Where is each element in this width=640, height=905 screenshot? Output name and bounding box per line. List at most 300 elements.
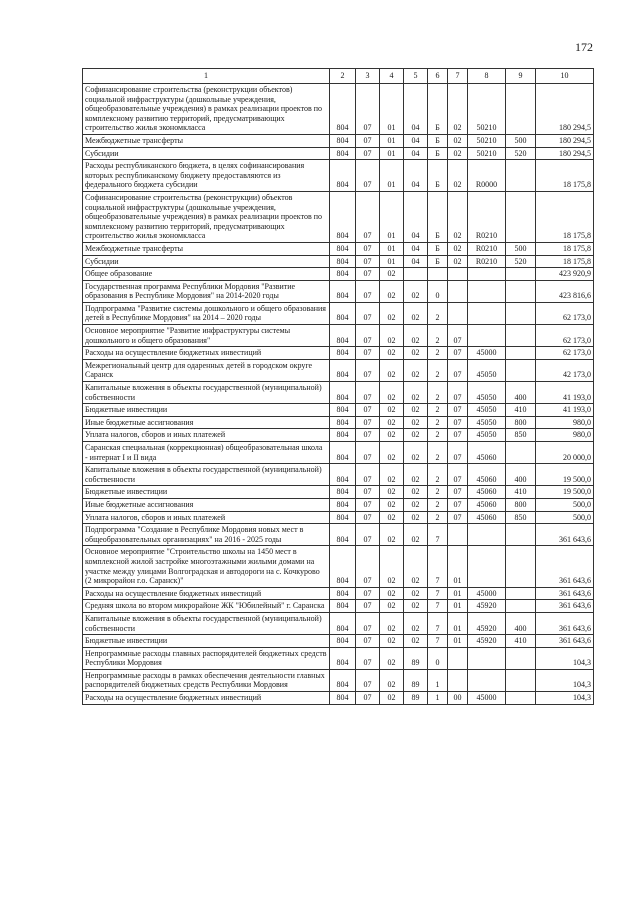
section-cell: 07 [356,692,380,705]
amount-cell: 180 294,5 [536,134,594,147]
direction-cell: 45050 [468,359,506,381]
subprogram-cell: 2 [428,442,448,464]
event-cell: 01 [448,546,468,587]
subprogram-cell: 2 [428,486,448,499]
subprogram-cell: Б [428,84,448,135]
event-cell: 07 [448,486,468,499]
table-row [83,600,594,613]
table-row [83,359,594,381]
section-cell: 07 [356,404,380,417]
column-header: 5 [404,69,428,84]
event-cell: 02 [448,255,468,268]
program-cell: 04 [404,255,428,268]
table-row [83,647,594,669]
section-cell: 07 [356,280,380,302]
expense-type-cell [506,669,536,691]
program-cell: 02 [404,486,428,499]
expense-type-cell: 400 [506,464,536,486]
subsection-cell: 02 [380,302,404,324]
amount-cell: 500,0 [536,498,594,511]
direction-cell: 45050 [468,416,506,429]
program-cell: 02 [404,464,428,486]
section-cell: 07 [356,647,380,669]
event-cell: 07 [448,347,468,360]
grbs-code-cell: 804 [330,442,356,464]
row-name-cell: Софинансирование строительства (реконструкции) объектов социальной инфраструктуры (дошкольные учреждения, общеобразовательные учреждения) в рамках реализации проектов по комплексному развитию территорий, предусматривающих строительство жилья экономкласса [83,191,330,242]
subsection-cell: 02 [380,280,404,302]
direction-cell: 45060 [468,498,506,511]
row-name-cell: Государственная программа Республики Мордовия "Развитие образования в Республике Мордовия" на 2014-2020 годы [83,280,330,302]
row-name-cell: Основное мероприятие "Развитие инфраструктуры системы дошкольного и общего образования" [83,325,330,347]
row-name-cell: Субсидии [83,255,330,268]
grbs-code-cell: 804 [330,587,356,600]
event-cell: 07 [448,325,468,347]
amount-cell: 19 500,0 [536,486,594,499]
section-cell: 07 [356,429,380,442]
table-row [83,347,594,360]
expense-type-cell: 400 [506,612,536,634]
amount-cell: 423 920,9 [536,268,594,281]
expense-type-cell: 500 [506,134,536,147]
event-cell: 02 [448,191,468,242]
section-cell: 07 [356,464,380,486]
event-cell [448,524,468,546]
amount-cell: 361 643,6 [536,546,594,587]
direction-cell: 45920 [468,635,506,648]
section-cell: 07 [356,147,380,160]
subprogram-cell: 2 [428,382,448,404]
program-cell: 02 [404,600,428,613]
grbs-code-cell: 804 [330,546,356,587]
expense-type-cell [506,347,536,360]
amount-cell: 18 175,8 [536,242,594,255]
grbs-code-cell: 804 [330,302,356,324]
grbs-code-cell: 804 [330,268,356,281]
event-cell: 02 [448,84,468,135]
expense-type-cell: 410 [506,635,536,648]
event-cell: 01 [448,635,468,648]
program-cell: 02 [404,546,428,587]
row-name-cell: Непрограммные расходы в рамках обеспечения деятельности главных распорядителей бюджетных средств Республики Мордовия [83,669,330,691]
section-cell: 07 [356,612,380,634]
section-cell: 07 [356,302,380,324]
direction-cell [468,524,506,546]
direction-cell [468,325,506,347]
row-name-cell: Расходы на осуществление бюджетных инвестиций [83,692,330,705]
program-cell: 02 [404,325,428,347]
direction-cell: 45000 [468,587,506,600]
program-cell: 02 [404,524,428,546]
row-name-cell: Бюджетные инвестиции [83,635,330,648]
grbs-code-cell: 804 [330,280,356,302]
section-cell: 07 [356,486,380,499]
direction-cell [468,546,506,587]
expense-type-cell [506,160,536,192]
event-cell: 01 [448,612,468,634]
subsection-cell: 02 [380,347,404,360]
event-cell: 02 [448,242,468,255]
amount-cell: 62 173,0 [536,302,594,324]
row-name-cell: Расходы республиканского бюджета, в целях софинансирования которых республиканскому бюджету предоставляются из федерального бюджета субсидии [83,160,330,192]
amount-cell: 104,3 [536,647,594,669]
subsection-cell: 02 [380,442,404,464]
row-name-cell: Расходы на осуществление бюджетных инвестиций [83,347,330,360]
table-row [83,486,594,499]
table-row [83,191,594,242]
table-row [83,524,594,546]
amount-cell: 361 643,6 [536,600,594,613]
row-name-cell: Бюджетные инвестиции [83,404,330,417]
subprogram-cell: 7 [428,524,448,546]
direction-cell: 45050 [468,382,506,404]
subsection-cell: 01 [380,160,404,192]
direction-cell: R0210 [468,255,506,268]
direction-cell: 45920 [468,600,506,613]
subprogram-cell: 7 [428,600,448,613]
event-cell [448,647,468,669]
expense-type-cell: 410 [506,404,536,417]
subprogram-cell: 0 [428,647,448,669]
direction-cell: 50210 [468,84,506,135]
grbs-code-cell: 804 [330,382,356,404]
event-cell: 00 [448,692,468,705]
expense-type-cell: 520 [506,255,536,268]
program-cell: 02 [404,416,428,429]
direction-cell: 50210 [468,147,506,160]
budget-table [82,68,594,705]
subprogram-cell: Б [428,242,448,255]
grbs-code-cell: 804 [330,255,356,268]
section-cell: 07 [356,524,380,546]
table-row [83,587,594,600]
subsection-cell: 01 [380,242,404,255]
event-cell: 02 [448,147,468,160]
grbs-code-cell: 804 [330,347,356,360]
program-cell: 04 [404,84,428,135]
direction-cell: 50210 [468,134,506,147]
grbs-code-cell: 804 [330,464,356,486]
amount-cell: 361 643,6 [536,524,594,546]
subsection-cell: 01 [380,147,404,160]
section-cell: 07 [356,635,380,648]
amount-cell: 18 175,8 [536,255,594,268]
direction-cell [468,669,506,691]
table-row [83,692,594,705]
subsection-cell: 02 [380,325,404,347]
section-cell: 07 [356,498,380,511]
table-row [83,84,594,135]
table-row [83,669,594,691]
amount-cell: 62 173,0 [536,347,594,360]
direction-cell: R0210 [468,242,506,255]
amount-cell: 500,0 [536,511,594,524]
event-cell: 02 [448,134,468,147]
section-cell: 07 [356,160,380,192]
amount-cell: 19 500,0 [536,464,594,486]
subprogram-cell: 7 [428,635,448,648]
direction-cell: R0210 [468,191,506,242]
table-row [83,382,594,404]
expense-type-cell: 800 [506,416,536,429]
table-row [83,511,594,524]
expense-type-cell [506,442,536,464]
table-row [83,546,594,587]
table-row [83,134,594,147]
subprogram-cell: 2 [428,416,448,429]
grbs-code-cell: 804 [330,511,356,524]
grbs-code-cell: 804 [330,600,356,613]
program-cell: 02 [404,359,428,381]
column-header: 4 [380,69,404,84]
section-cell: 07 [356,255,380,268]
column-header: 9 [506,69,536,84]
expense-type-cell [506,524,536,546]
table-row [83,255,594,268]
table-row [83,302,594,324]
event-cell: 07 [448,511,468,524]
program-cell: 02 [404,511,428,524]
direction-cell: 45050 [468,429,506,442]
subsection-cell: 02 [380,268,404,281]
row-name-cell: Межбюджетные трансферты [83,242,330,255]
subprogram-cell: 2 [428,359,448,381]
subprogram-cell: 1 [428,669,448,691]
grbs-code-cell: 804 [330,692,356,705]
row-name-cell: Расходы на осуществление бюджетных инвестиций [83,587,330,600]
table-row [83,268,594,281]
subsection-cell: 01 [380,84,404,135]
subsection-cell: 02 [380,587,404,600]
row-name-cell: Иные бюджетные ассигнования [83,416,330,429]
table-row [83,635,594,648]
grbs-code-cell: 804 [330,134,356,147]
subprogram-cell: Б [428,191,448,242]
row-name-cell: Средняя школа во втором микрорайоне ЖК "Юбилейный" г. Саранска [83,600,330,613]
expense-type-cell [506,191,536,242]
row-name-cell: Капитальные вложения в объекты государственной (муниципальной) собственности [83,382,330,404]
section-cell: 07 [356,382,380,404]
table-row [83,404,594,417]
row-name-cell: Уплата налогов, сборов и иных платежей [83,511,330,524]
program-cell: 02 [404,498,428,511]
amount-cell: 41 193,0 [536,404,594,417]
amount-cell: 180 294,5 [536,147,594,160]
event-cell [448,302,468,324]
amount-cell: 62 173,0 [536,325,594,347]
direction-cell: R0000 [468,160,506,192]
amount-cell: 980,0 [536,429,594,442]
subsection-cell: 02 [380,382,404,404]
event-cell [448,669,468,691]
grbs-code-cell: 804 [330,612,356,634]
column-header: 8 [468,69,506,84]
program-cell: 02 [404,302,428,324]
program-cell: 04 [404,134,428,147]
table-row [83,325,594,347]
subprogram-cell: Б [428,134,448,147]
amount-cell: 18 175,8 [536,160,594,192]
expense-type-cell [506,692,536,705]
direction-cell [468,302,506,324]
table-row [83,280,594,302]
expense-type-cell [506,280,536,302]
expense-type-cell: 800 [506,498,536,511]
subprogram-cell: 2 [428,404,448,417]
section-cell: 07 [356,84,380,135]
section-cell: 07 [356,134,380,147]
expense-type-cell [506,302,536,324]
program-cell: 02 [404,612,428,634]
row-name-cell: Подпрограмма "Развитие системы дошкольного и общего образования детей в Республике Мордовия" на 2014 – 2020 годы [83,302,330,324]
amount-cell: 180 294,5 [536,84,594,135]
section-cell: 07 [356,511,380,524]
subsection-cell: 02 [380,359,404,381]
subprogram-cell: 1 [428,692,448,705]
amount-cell: 361 643,6 [536,612,594,634]
row-name-cell: Капитальные вложения в объекты государственной (муниципальной) собственности [83,464,330,486]
subprogram-cell: 7 [428,546,448,587]
expense-type-cell: 850 [506,511,536,524]
direction-cell: 45060 [468,511,506,524]
grbs-code-cell: 804 [330,416,356,429]
subsection-cell: 02 [380,416,404,429]
row-name-cell: Непрограммные расходы главных распорядителей бюджетных средств Республики Мордовия [83,647,330,669]
table-row [83,612,594,634]
column-header: 1 [83,69,330,84]
subsection-cell: 02 [380,600,404,613]
event-cell: 07 [448,464,468,486]
subprogram-cell: Б [428,147,448,160]
expense-type-cell [506,359,536,381]
expense-type-cell [506,268,536,281]
expense-type-cell [506,325,536,347]
subsection-cell: 02 [380,404,404,417]
section-cell: 07 [356,546,380,587]
amount-cell: 104,3 [536,692,594,705]
event-cell: 07 [448,498,468,511]
program-cell: 02 [404,347,428,360]
subsection-cell: 02 [380,647,404,669]
subprogram-cell: Б [428,160,448,192]
page-number: 172 [575,40,593,54]
expense-type-cell [506,587,536,600]
table-row [83,498,594,511]
grbs-code-cell: 804 [330,242,356,255]
program-cell: 89 [404,647,428,669]
grbs-code-cell: 804 [330,160,356,192]
subsection-cell: 01 [380,191,404,242]
direction-cell: 45000 [468,347,506,360]
direction-cell: 45050 [468,404,506,417]
amount-cell: 361 643,6 [536,635,594,648]
event-cell: 07 [448,359,468,381]
row-name-cell: Подпрограмма "Создание в Республике Мордовия новых мест в общеобразовательных организациях" на 2016 - 2025 годы [83,524,330,546]
table-row [83,429,594,442]
section-cell: 07 [356,442,380,464]
subprogram-cell: 2 [428,429,448,442]
subprogram-cell: 0 [428,280,448,302]
event-cell [448,268,468,281]
program-cell: 04 [404,242,428,255]
expense-type-cell: 500 [506,242,536,255]
column-header: 6 [428,69,448,84]
program-cell: 02 [404,280,428,302]
program-cell: 02 [404,382,428,404]
subprogram-cell: 2 [428,325,448,347]
subprogram-cell [428,268,448,281]
section-cell: 07 [356,325,380,347]
row-name-cell: Межбюджетные трансферты [83,134,330,147]
grbs-code-cell: 804 [330,325,356,347]
amount-cell: 42 173,0 [536,359,594,381]
subsection-cell: 02 [380,612,404,634]
program-cell: 89 [404,669,428,691]
event-cell: 02 [448,160,468,192]
grbs-code-cell: 804 [330,147,356,160]
expense-type-cell [506,647,536,669]
expense-type-cell [506,546,536,587]
table-row [83,147,594,160]
expense-type-cell: 850 [506,429,536,442]
direction-cell: 45060 [468,464,506,486]
table-row [83,442,594,464]
section-cell: 07 [356,268,380,281]
grbs-code-cell: 804 [330,498,356,511]
subsection-cell: 01 [380,134,404,147]
grbs-code-cell: 804 [330,524,356,546]
section-cell: 07 [356,191,380,242]
subsection-cell: 02 [380,669,404,691]
amount-cell: 361 643,6 [536,587,594,600]
amount-cell: 41 193,0 [536,382,594,404]
amount-cell: 104,3 [536,669,594,691]
section-cell: 07 [356,359,380,381]
subprogram-cell: 2 [428,511,448,524]
subsection-cell: 02 [380,498,404,511]
subsection-cell: 01 [380,255,404,268]
amount-cell: 20 000,0 [536,442,594,464]
column-header: 10 [536,69,594,84]
event-cell: 07 [448,382,468,404]
expense-type-cell [506,600,536,613]
grbs-code-cell: 804 [330,486,356,499]
amount-cell: 18 175,8 [536,191,594,242]
row-name-cell: Уплата налогов, сборов и иных платежей [83,429,330,442]
program-cell: 89 [404,692,428,705]
subsection-cell: 02 [380,464,404,486]
subprogram-cell: 2 [428,347,448,360]
grbs-code-cell: 804 [330,359,356,381]
direction-cell: 45920 [468,612,506,634]
program-cell: 04 [404,160,428,192]
amount-cell: 423 816,6 [536,280,594,302]
section-cell: 07 [356,416,380,429]
grbs-code-cell: 804 [330,647,356,669]
row-name-cell: Бюджетные инвестиции [83,486,330,499]
grbs-code-cell: 804 [330,404,356,417]
table-row [83,242,594,255]
row-name-cell: Иные бюджетные ассигнования [83,498,330,511]
subsection-cell: 02 [380,692,404,705]
section-cell: 07 [356,587,380,600]
subsection-cell: 02 [380,524,404,546]
event-cell: 07 [448,404,468,417]
row-name-cell: Софинансирование строительства (реконструкции объектов) социальной инфраструктуры (дошкольные учреждения, общеобразовательные учреждения) в рамках реализации проектов по комплексному развитию территорий, предусматривающих строительство жилья экономкласса [83,84,330,135]
event-cell: 01 [448,587,468,600]
program-cell: 02 [404,587,428,600]
grbs-code-cell: 804 [330,429,356,442]
program-cell: 02 [404,429,428,442]
